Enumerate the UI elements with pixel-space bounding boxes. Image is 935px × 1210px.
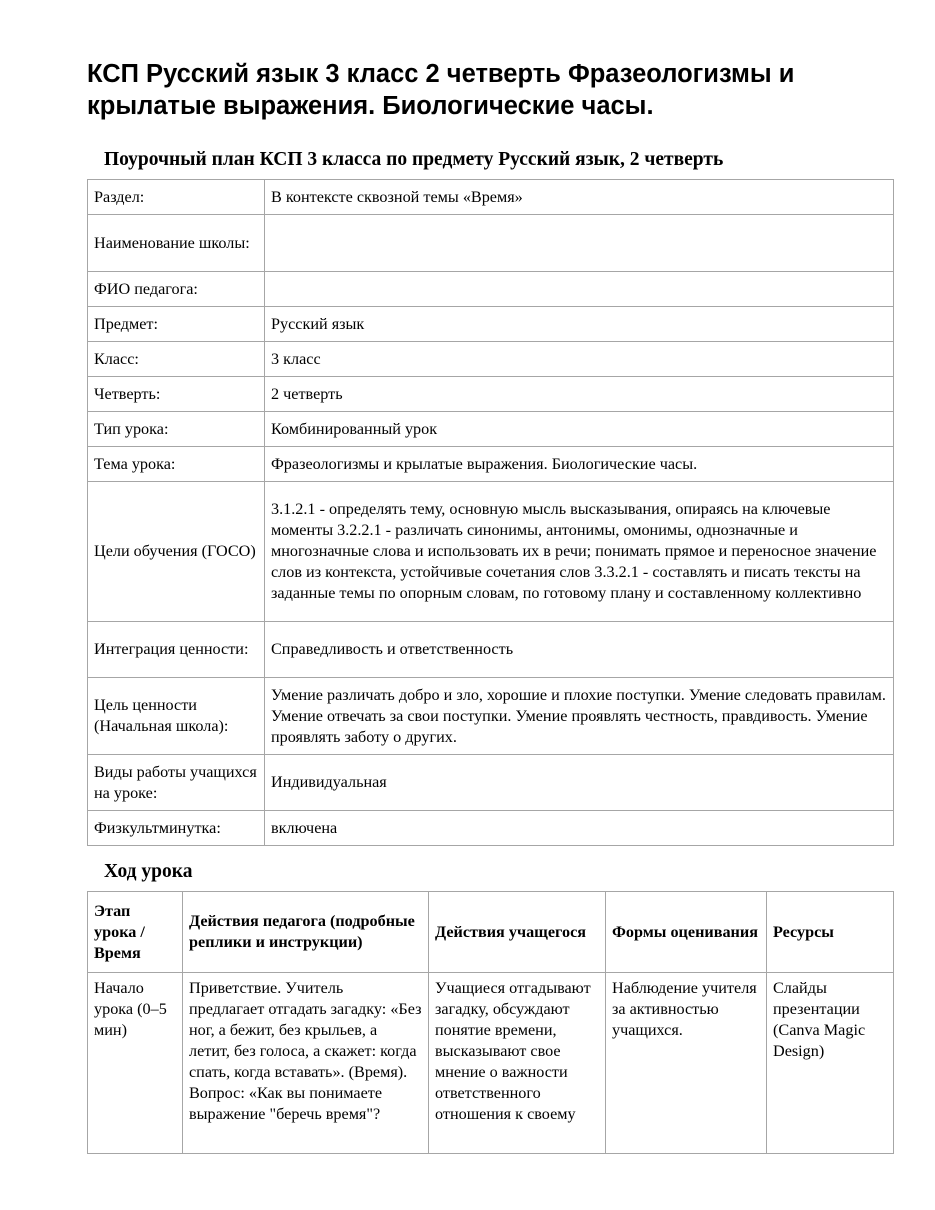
- info-label: Цель ценности (Начальная школа):: [88, 678, 265, 755]
- column-header-assessment: Формы оценивания: [606, 892, 767, 973]
- info-value: 3.1.2.1 - определять тему, основную мысль высказывания, опираясь на ключевые моменты 3.2.2.1 - различать синонимы, антонимы, омонимы, однозначные и многозначные слова и использовать их в речи; понимать прямое и переносное значение слов из контекста, устойчивые сочетания слов 3.3.2.1 - составлять и писать тексты на заданные темы по опорным словам, по готовому плану и составленному коллективно: [265, 482, 894, 622]
- table-row: [88, 973, 894, 1154]
- info-label: Цели обучения (ГОСО): [88, 482, 265, 622]
- info-value: Русский язык: [265, 307, 894, 342]
- info-value: Умение различать добро и зло, хорошие и плохие поступки. Умение следовать правилам. Умение отвечать за свои поступки. Умение проявлять честность, правдивость. Умение проявлять заботу о других.: [265, 678, 894, 755]
- info-row-grade: [88, 342, 894, 377]
- lesson-info-table: [87, 179, 894, 846]
- lesson-flow-table: [87, 891, 894, 1154]
- plan-heading: Поурочный план КСП 3 класса по предмету Русский язык, 2 четверть: [104, 149, 724, 170]
- cell-stage: Начало урока (0–5 мин): [88, 973, 183, 1154]
- info-row-lesson-type: [88, 412, 894, 447]
- info-label: Тема урока:: [88, 447, 265, 482]
- column-header-teacher-actions: Действия педагога (подробные реплики и инструкции): [183, 892, 429, 973]
- info-row-school: [88, 215, 894, 272]
- cell-resources: Слайды презентации (Canva Magic Design): [767, 973, 894, 1154]
- info-label: Предмет:: [88, 307, 265, 342]
- info-value: 2 четверть: [265, 377, 894, 412]
- info-value: 3 класс: [265, 342, 894, 377]
- cell-student-actions: Учащиеся отгадывают загадку, обсуждают понятие времени, высказывают свое мнение о важности ответственного отношения к своему: [429, 973, 606, 1154]
- info-label: Виды работы учащихся на уроке:: [88, 755, 265, 811]
- document-title: КСП Русский язык 3 класс 2 четверть Фразеологизмы и крылатые выражения. Биологические часы.: [87, 60, 795, 120]
- info-label: Интеграция ценности:: [88, 622, 265, 678]
- info-value: Фразеологизмы и крылатые выражения. Биологические часы.: [265, 447, 894, 482]
- info-row-values-goal: [88, 678, 894, 755]
- info-value: Справедливость и ответственность: [265, 622, 894, 678]
- info-row-work-types: [88, 755, 894, 811]
- info-row-topic: [88, 447, 894, 482]
- cell-assessment: Наблюдение учителя за активностью учащихся.: [606, 973, 767, 1154]
- info-row-learning-goals: [88, 482, 894, 622]
- column-header-resources: Ресурсы: [767, 892, 894, 973]
- info-row-quarter: [88, 377, 894, 412]
- info-label: Тип урока:: [88, 412, 265, 447]
- info-row-physical-break: [88, 811, 894, 846]
- lesson-header-row: [88, 892, 894, 973]
- column-header-stage: Этап урока / Время: [88, 892, 183, 973]
- info-value: [265, 272, 894, 307]
- info-value: [265, 215, 894, 272]
- cell-teacher-actions: Приветствие. Учитель предлагает отгадать загадку: «Без ног, а бежит, без крыльев, а летит, без голоса, а скажет: когда спать, когда вставать». (Время). Вопрос: «Как вы понимаете выражение "беречь время"?: [183, 973, 429, 1154]
- info-label: Четверть:: [88, 377, 265, 412]
- info-label: ФИО педагога:: [88, 272, 265, 307]
- info-row-teacher: [88, 272, 894, 307]
- info-label: Класс:: [88, 342, 265, 377]
- lesson-heading: Ход урока: [104, 861, 193, 882]
- info-row-values-integration: [88, 622, 894, 678]
- info-value: В контексте сквозной темы «Время»: [265, 180, 894, 215]
- info-row-subject: [88, 307, 894, 342]
- info-value: включена: [265, 811, 894, 846]
- info-label: Наименование школы:: [88, 215, 265, 272]
- info-row-section: [88, 180, 894, 215]
- info-value: Индивидуальная: [265, 755, 894, 811]
- info-label: Физкультминутка:: [88, 811, 265, 846]
- column-header-student-actions: Действия учащегося: [429, 892, 606, 973]
- info-value: Комбинированный урок: [265, 412, 894, 447]
- info-label: Раздел:: [88, 180, 265, 215]
